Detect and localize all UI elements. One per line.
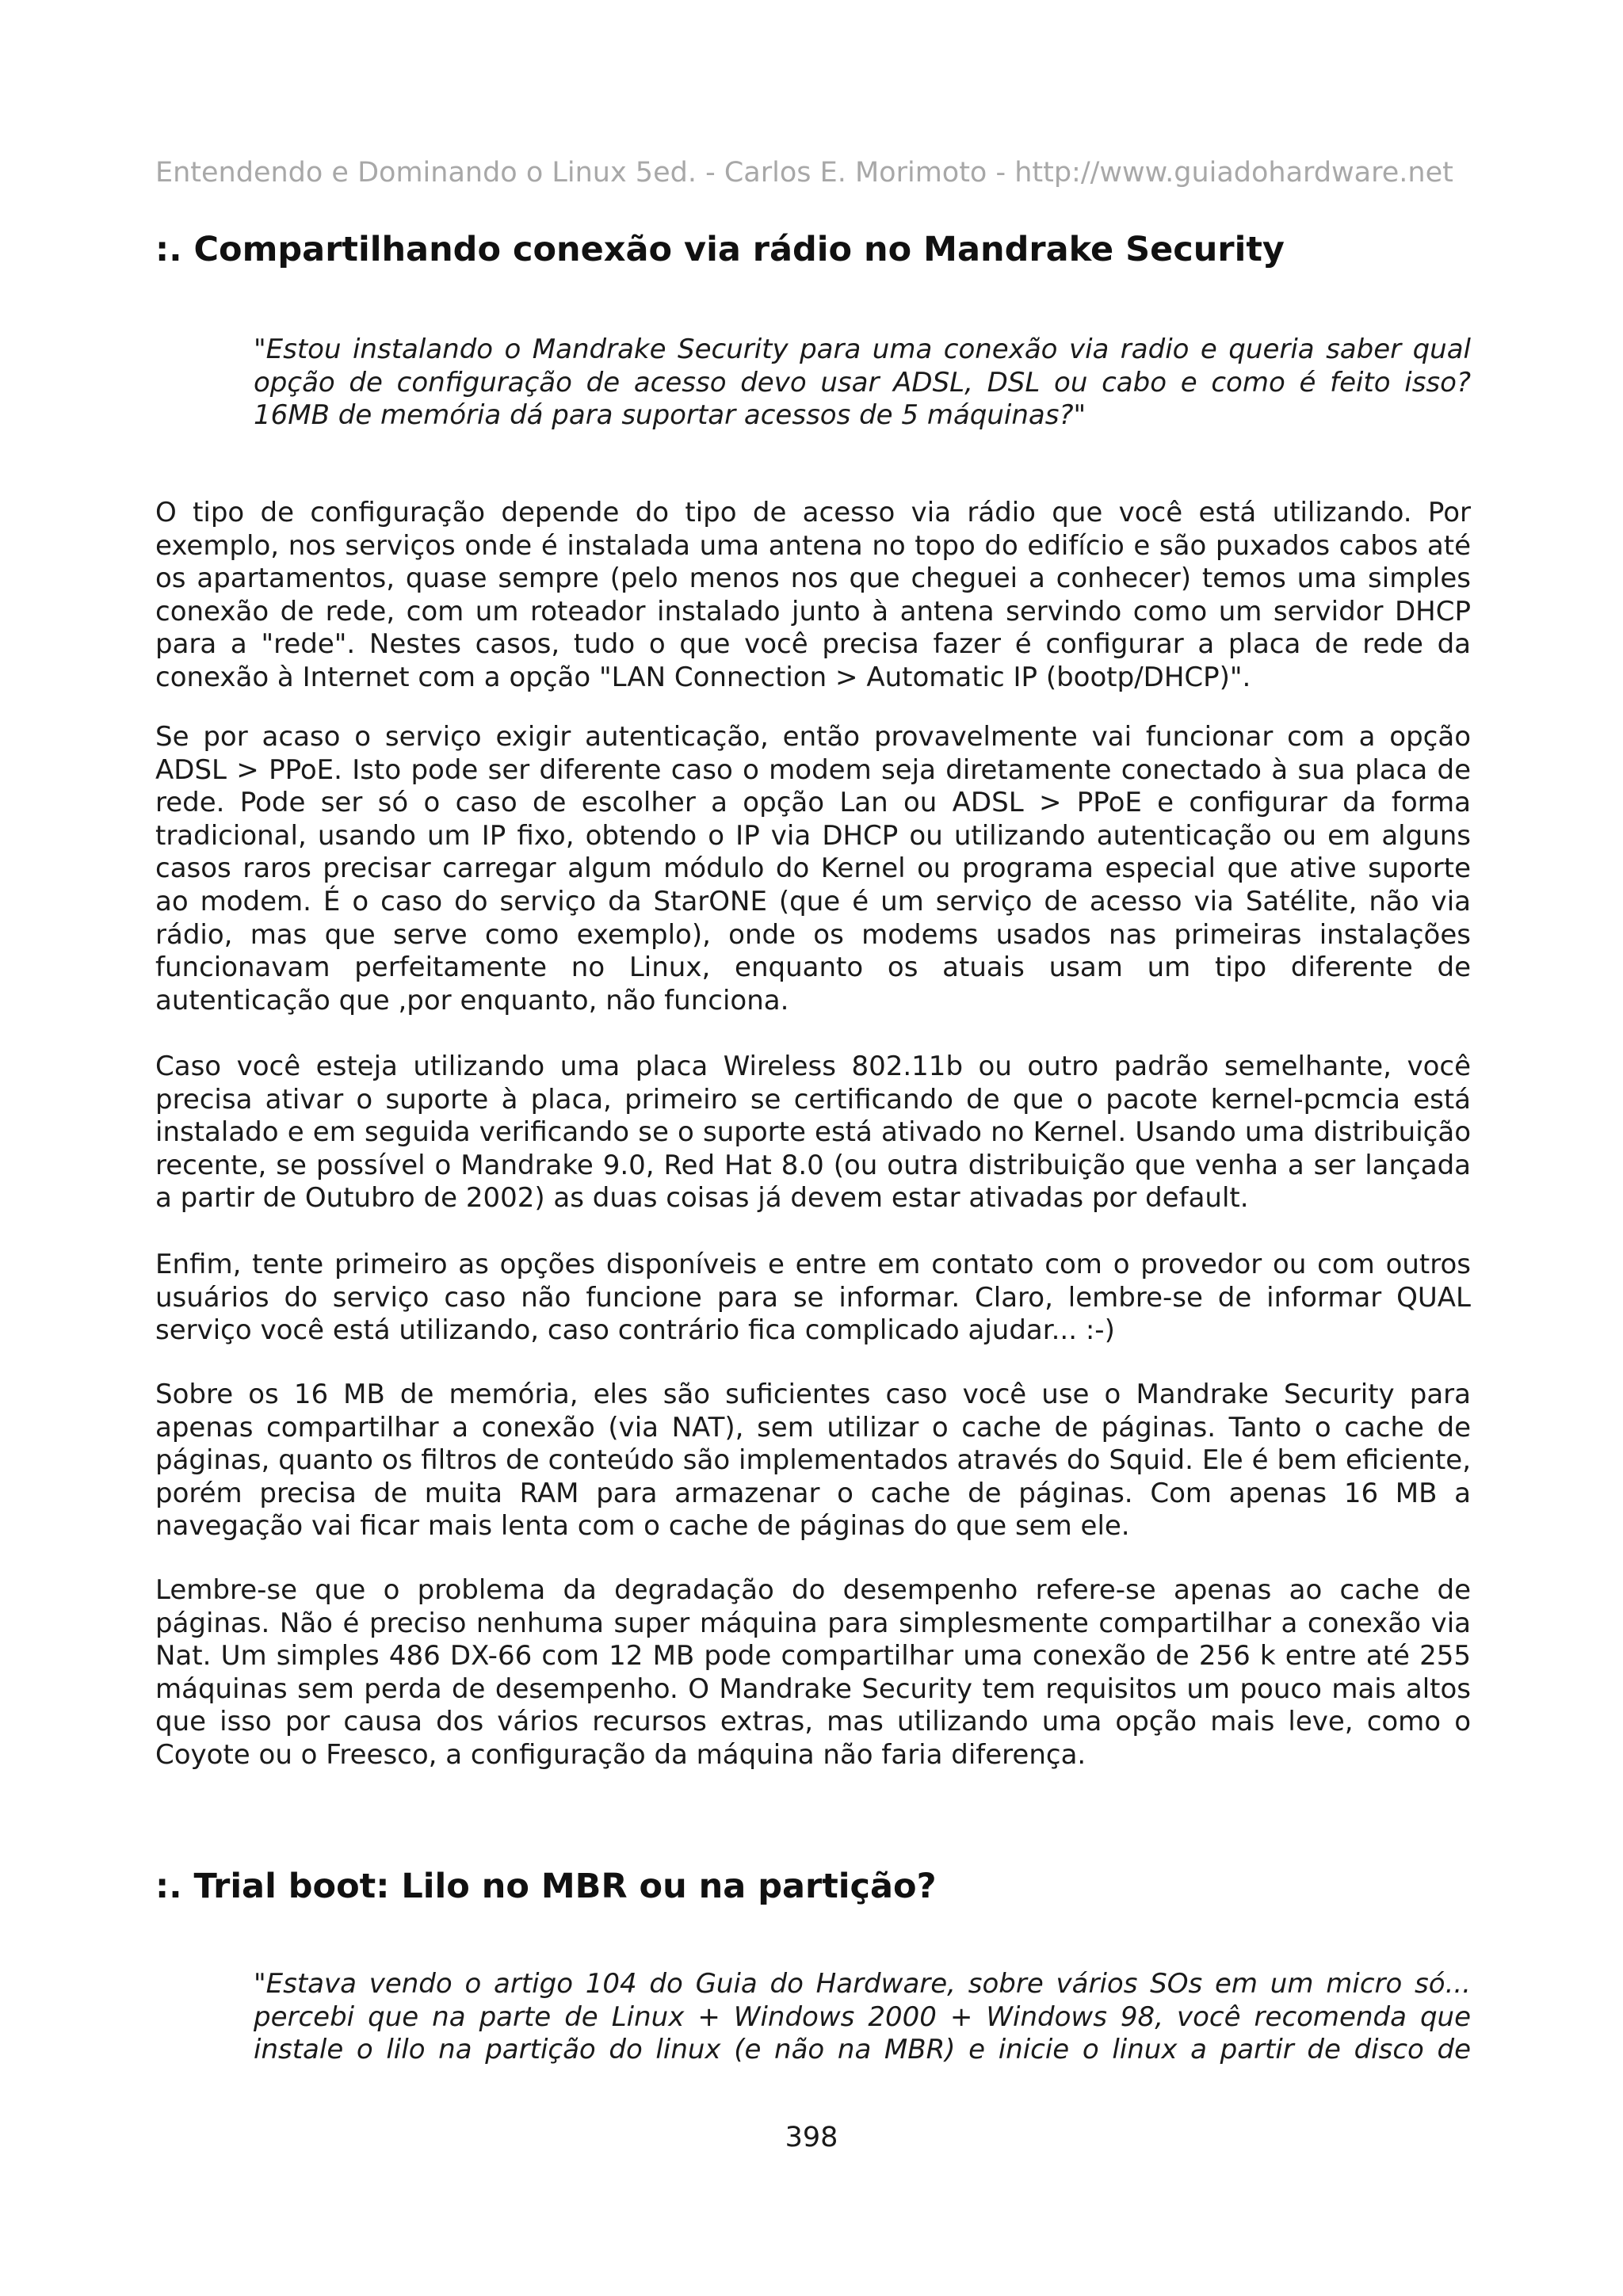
body-paragraph: O tipo de configuração depende do tipo de acesso via rádio que você está utilizando. Por exemplo, nos serviços onde é instalada uma antena no topo do edifício e são puxados cabos até os apartamentos, quase sempre (pelo menos nos que cheguei a conhecer) temos uma simples conexão de rede, com um roteador instalado junto à antena servindo como um servidor DHCP para a "rede". Nestes casos, tudo o que você precisa fazer é configurar a placa de rede da conexão à Internet com a opção "LAN Connection > Automatic IP (bootp/DHCP)". <box>155 497 1471 693</box>
page-number: 398 <box>785 2122 838 2153</box>
body-paragraph: Se por acaso o serviço exigir autenticação, então provavelmente vai funcionar com a opção ADSL > PPoE. Isto pode ser diferente caso o modem seja diretamente conectado à sua placa de rede. Pode ser só o caso de escolher a opção Lan ou ADSL > PPoE e configurar da forma tradicional, usando um IP fixo, obtendo o IP via DHCP ou utilizando autenticação ou em alguns casos raros precisar carregar algum módulo do Kernel ou programa especial que ative suporte ao modem. É o caso do serviço da StarONE (que é um serviço de acesso via Satélite, não via rádio, mas que serve como exemplo), onde os modems usados nas primeiras instalações funcionavam perfeitamente no Linux, enquanto os atuais usam um tipo diferente de autenticação que ,por enquanto, não funciona. <box>155 721 1471 1016</box>
running-header: Entendendo e Dominando o Linux 5ed. - Carlos E. Morimoto - http://www.guiadohardware.net <box>155 157 1453 189</box>
body-paragraph: Lembre-se que o problema da degradação do desempenho refere-se apenas ao cache de páginas. Não é preciso nenhuma super máquina para simplesmente compartilhar a conexão via Nat. Um simples 486 DX-66 com 12 MB pode compartilhar uma conexão de 256 k entre até 255 máquinas sem perda de desempenho. O Mandrake Security tem requisitos um pouco mais altos que isso por causa dos vários recursos extras, mas utilizando uma opção mais leve, como o Coyote ou o Freesco, a configuração da máquina não faria diferença. <box>155 1574 1471 1771</box>
section-heading-mandrake-security: :. Compartilhando conexão via rádio no Mandrake Security <box>155 230 1285 269</box>
body-paragraph: Sobre os 16 MB de memória, eles são suficientes caso você use o Mandrake Security para apenas compartilhar a conexão (via NAT), sem utilizar o cache de páginas. Tanto o cache de páginas, quanto os filtros de conteúdo são implementados através do Squid. Ele é bem eficiente, porém precisa de muita RAM para armazenar o cache de páginas. Com apenas 16 MB a navegação vai ficar mais lenta com o cache de páginas do que sem ele. <box>155 1379 1471 1543</box>
body-paragraph: Caso você esteja utilizando uma placa Wireless 802.11b ou outro padrão semelhante, você precisa ativar o suporte à placa, primeiro se certificando de que o pacote kernel-pcmcia está instalado e em seguida verificando se o suporte está ativado no Kernel. Usando uma distribuição recente, se possível o Mandrake 9.0, Red Hat 8.0 (ou outra distribuição que venha a ser lançada a partir de Outubro de 2002) as duas coisas já devem estar ativadas por default. <box>155 1051 1471 1215</box>
section-heading-trial-boot: :. Trial boot: Lilo no MBR ou na partição? <box>155 1867 937 1906</box>
body-paragraph: Enfim, tente primeiro as opções disponíveis e entre em contato com o provedor ou com outros usuários do serviço caso não funcione para se informar. Claro, lembre-se de informar QUAL serviço você está utilizando, caso contrário fica complicado ajudar... :-) <box>155 1249 1471 1347</box>
reader-question-quote: "Estava vendo o artigo 104 do Guia do Hardware, sobre vários SOs em um micro só... percebi que na parte de Linux + Windows 2000 + Windows 98, você recomenda que instale o lilo na partição do linux (e não na MBR) e inicie o linux a partir de disco de <box>254 1968 1471 2066</box>
reader-question-quote: "Estou instalando o Mandrake Security para uma conexão via radio e queria saber qual opção de configuração de acesso devo usar ADSL, DSL ou cabo e como é feito isso? 16MB de memória dá para suportar acessos de 5 máquinas?" <box>254 334 1471 432</box>
